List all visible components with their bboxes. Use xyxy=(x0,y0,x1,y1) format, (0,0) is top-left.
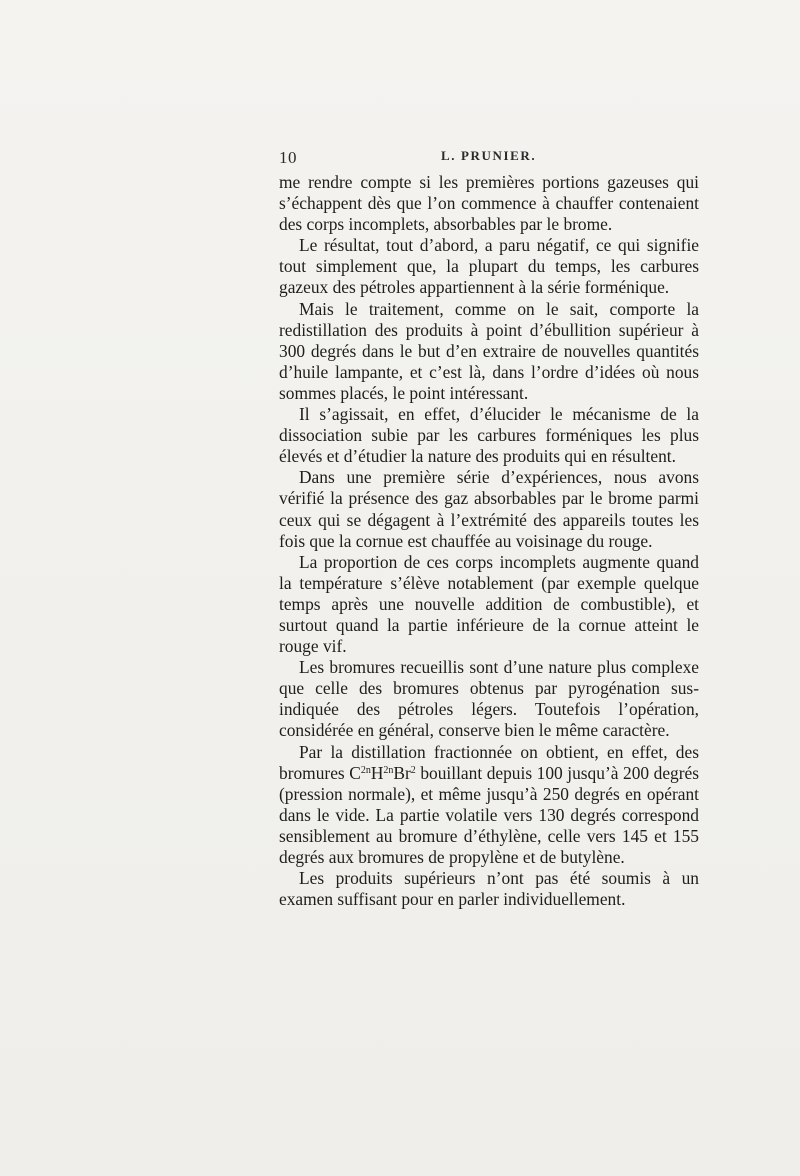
formula-bromine: Br xyxy=(393,762,411,783)
paragraph: La proportion de ces corps incomplets augmente quand la température s’élève notablement (par exemple quelque temps après une nouvelle addition de combustible), et surtout quand la partie inférieure de la cornue atteint le rouge vif. xyxy=(279,551,699,657)
paragraph: Il s’agissait, en effet, d’élucider le mécanisme de la dissociation subie par les carbures forméniques les plus élevés et d’étudier la nature des produits qui en résultent. xyxy=(279,404,699,467)
paragraph: Dans une première série d’expériences, nous avons vérifié la présence des gaz absorbables par le brome parmi ceux qui se dégagent à l’extrémité des appareils toutes les fois que la cornue est chauffée au voisinage du rouge. xyxy=(279,467,699,551)
chemical-formula xyxy=(349,763,416,783)
paragraph: Les bromures recueillis sont d’une nature plus complexe que celle des bromures obtenus par pyrogénation sus-indiquée des pétroles légers. Toutefois l’opération, considérée en général, conserve bien le même caractère. xyxy=(279,657,699,741)
running-head: L. PRUNIER. xyxy=(441,148,537,163)
page-header xyxy=(279,144,699,168)
paragraph: me rendre compte si les premières portions gazeuses qui s’échappent dès que l’on commence à chauffer contenaient des corps incomplets, absorbables par le brome. xyxy=(279,172,699,235)
page-number: 10 xyxy=(279,148,297,167)
formula-hydrogen-sup: 2n xyxy=(383,764,394,776)
body-text xyxy=(279,172,699,910)
formula-carbon-sup: 2n xyxy=(360,764,371,776)
formula-carbon: C xyxy=(349,762,361,783)
paragraph: Le résultat, tout d’abord, a paru négatif, ce qui signifie tout simplement que, la plupart du temps, les carbures gazeux des pétroles appartiennent à la série forménique. xyxy=(279,235,699,298)
paragraph: Mais le traitement, comme on le sait, comporte la redistillation des produits à point d’ébullition supérieur à 300 degrés dans le but d’en extraire de nouvelles quantités d’huile lampante, et c’est là, dans l’ordre d’idées où nous sommes placés, le point intéressant. xyxy=(279,298,699,403)
paragraph: Les produits supérieurs n’ont pas été soumis à un examen suffisant pour en parler individuellement. xyxy=(279,868,699,910)
formula-paragraph xyxy=(279,742,699,869)
formula-paragraph-after: bouillant depuis 100 jusqu’à 200 degrés (pression normale), et même jusqu’à 250 degrés en opérant dans le vide. La partie volatile vers 130 degrés correspond sensiblement au bromure d’éthylène, celle vers 145 et 155 degrés aux bromures de propylène et de butylène. xyxy=(279,762,700,867)
formula-paragraph-before: Par la distillation fractionnée on obtient, en effet, des bromures xyxy=(279,741,699,783)
formula-bromine-sup: 2 xyxy=(410,764,416,776)
formula-hydrogen: H xyxy=(370,762,384,783)
